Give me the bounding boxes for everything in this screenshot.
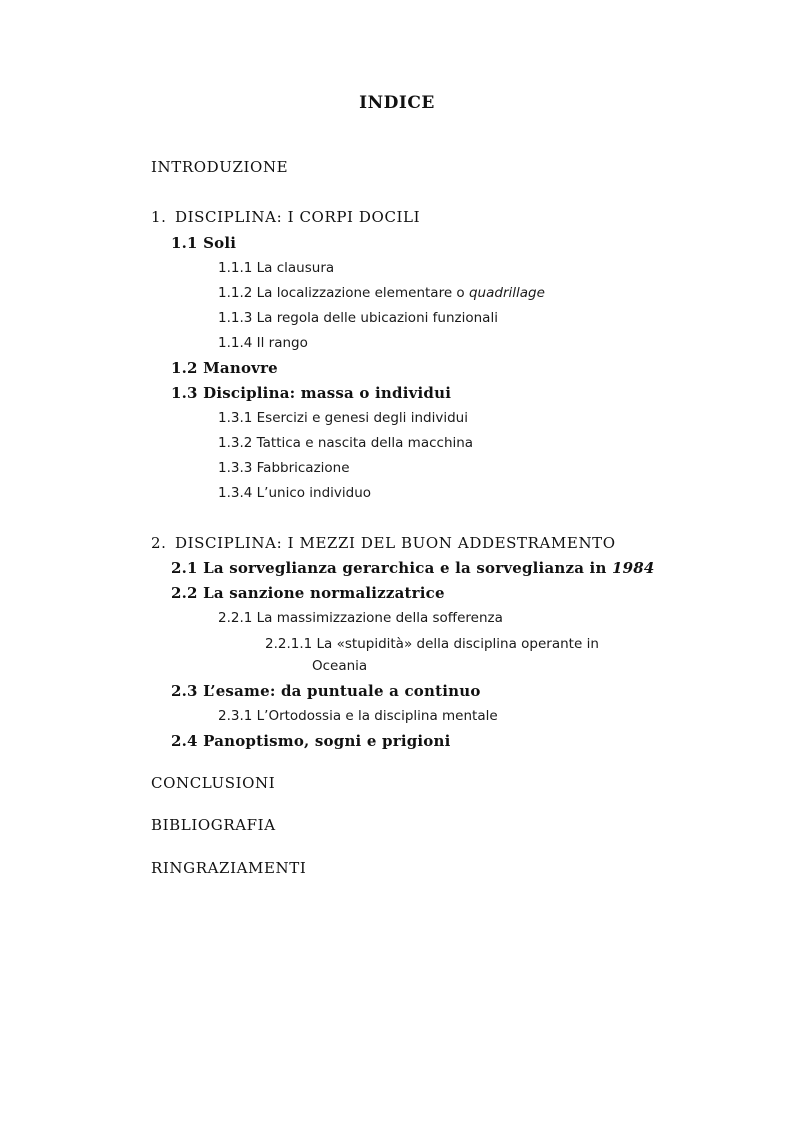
subsection-italic-term: quadrillage (468, 285, 545, 301)
section-italic-term: 1984 (611, 559, 655, 577)
toc-subsection-1-3-1: 1.3.1 Esercizi e genesi degli individui (218, 410, 468, 426)
toc-subsection-1-3-3: 1.3.3 Fabbricazione (218, 460, 350, 476)
section-text: 2.1 La sorveglianza gerarchica e la sorveglianza in (171, 559, 607, 577)
toc-subsection-2-2-1: 2.2.1 La massimizzazione della sofferenza (218, 610, 503, 626)
toc-section-1-2: 1.2 Manovre (171, 359, 278, 377)
toc-subsection-1-1-1: 1.1.1 La clausura (218, 260, 335, 276)
toc-subsection-1-1-3: 1.1.3 La regola delle ubicazioni funzionali (218, 310, 498, 326)
toc-introduction: INTRODUZIONE (151, 158, 289, 176)
subsubsection-line-2: Oceania (312, 658, 368, 674)
subsubsection-line-1: 2.2.1.1 La «stupidità» della disciplina operante in (265, 636, 599, 652)
toc-section-1-3: 1.3 Disciplina: massa o individui (171, 384, 452, 402)
toc-subsection-2-3-1: 2.3.1 L’Ortodossia e la disciplina mentale (218, 708, 498, 724)
toc-bibliography: BIBLIOGRAFIA (151, 816, 276, 834)
toc-conclusions: CONCLUSIONI (151, 774, 276, 792)
toc-subsection-1-1-4: 1.1.4 Il rango (218, 335, 308, 351)
toc-acknowledgements: RINGRAZIAMENTI (151, 859, 307, 877)
page-title: INDICE (359, 93, 435, 113)
toc-section-2-2: 2.2 La sanzione normalizzatrice (171, 584, 445, 602)
chapter-number: 1. (151, 208, 167, 226)
toc-section-2-1 (171, 559, 655, 577)
toc-subsection-1-3-2: 1.3.2 Tattica e nascita della macchina (218, 435, 474, 451)
subsection-text: 1.1.2 La localizzazione elementare o (218, 285, 465, 301)
toc-subsection-1-1-2 (218, 285, 545, 301)
chapter-number: 2. (151, 534, 167, 552)
toc-chapter-1 (151, 208, 420, 226)
chapter-title: DISCIPLINA: I CORPI DOCILI (175, 208, 421, 226)
toc-section-2-3: 2.3 L’esame: da puntuale a continuo (171, 682, 481, 700)
toc-section-2-4: 2.4 Panoptismo, sogni e prigioni (171, 732, 451, 750)
toc-subsection-1-3-4: 1.3.4 L’unico individuo (218, 485, 372, 501)
toc-subsubsection-2-2-1-1 (265, 633, 625, 677)
toc-chapter-2 (151, 534, 616, 552)
toc-section-1-1: 1.1 Soli (171, 234, 237, 252)
chapter-title: DISCIPLINA: I MEZZI DEL BUON ADDESTRAMENTO (175, 534, 616, 552)
